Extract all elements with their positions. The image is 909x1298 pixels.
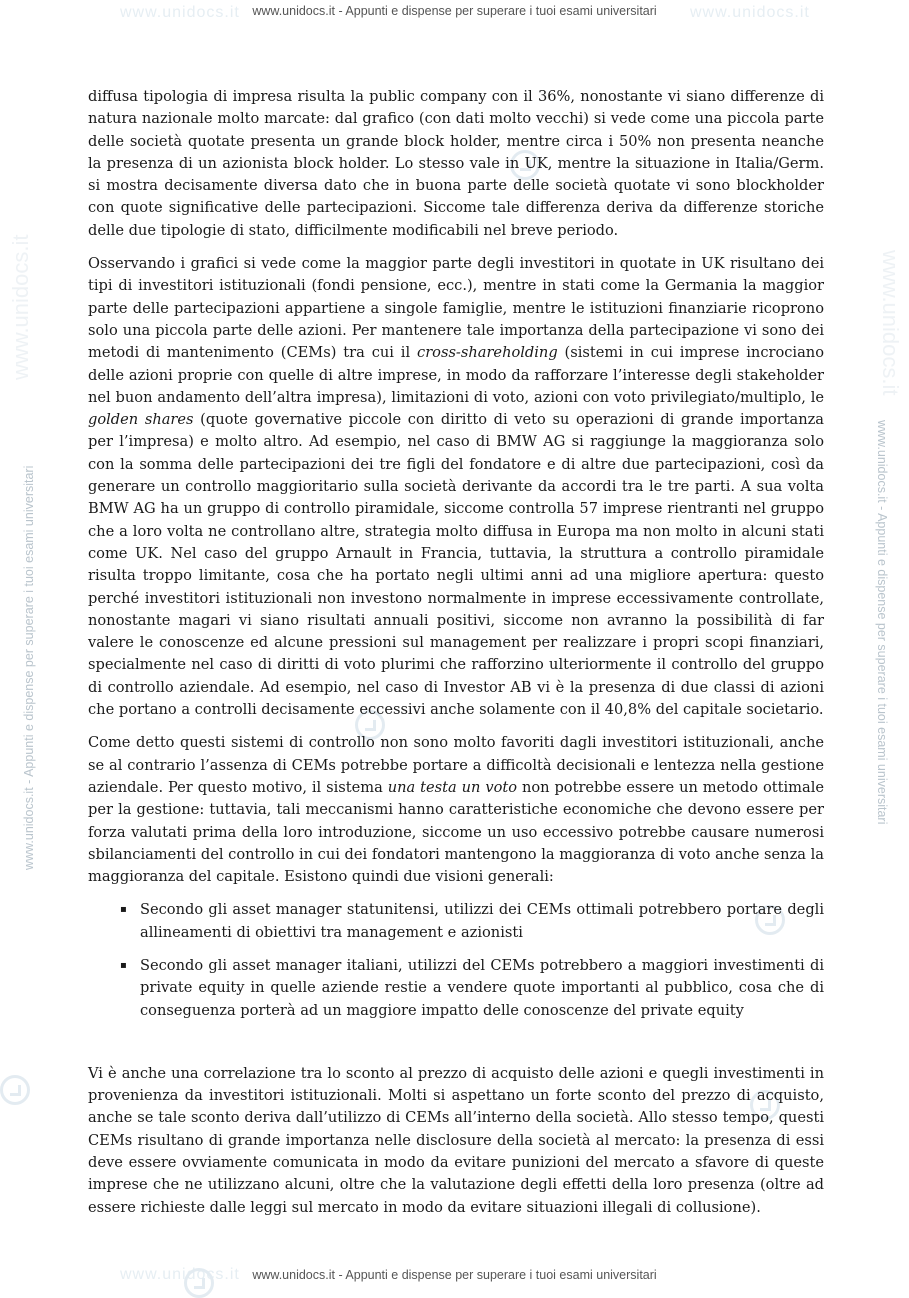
header-watermark: www.unidocs.it - Appunti e dispense per superare i tuoi esami universitari xyxy=(252,4,657,18)
paragraph-discount-correlation: Vi è anche una correlazione tra lo sconto al prezzo di acquisto delle azioni e quegli investimenti in provenienza da investitori istituzionali. Molti si aspettano un forte sconto del prezzo di acquisto, anche se tale sconto deriva dall’utilizzo di CEMs all’interno della società. Allo stesso tempo, questi CEMs risultano di grande importanza nelle disclosure della società al mercato: la presenza di essi deve essere ovviamente comunicata in modo da evitare punizioni del mercato a sfavore di queste imprese che ne utilizzano alcuni, oltre che la valutazione degli effetti della loro presenza (oltre ad essere richieste dalle leggi sul mercato in modo da evitare situazioni illegali di collusione). xyxy=(88,1064,824,1216)
term-una-testa-un-voto: una testa un voto xyxy=(387,778,518,796)
side-watermark-faint-left: www.unidocs.it xyxy=(8,234,33,380)
list-item: ▪ Secondo gli asset manager italiani, utilizzi del CEMs potrebbero a maggiori investimenti di private equity in quelle aziende restie a vendere quote importanti al pubblico, cosa che di conseguenza porterà ad un maggiore impatto delle conoscenze del private equity xyxy=(140,955,824,1022)
background-watermark-bottom: www.unidocs.it xyxy=(120,1266,240,1283)
footer-watermark: www.unidocs.it - Appunti e dispense per superare i tuoi esami universitari xyxy=(252,1268,657,1282)
paragraph-investors-part-b: (sistemi in cui imprese incrociano delle azioni proprie con quelle di altre imprese, in modo da rafforzare l’interesse degli stakeholder nel buon andamento dell’altra impresa), limitazioni di voto, azioni con voto privilegiato/multiplo, le xyxy=(88,344,824,406)
paragraph-public-company: diffusa tipologia di impresa risulta la public company con il 36%, nonostante vi siano differenze di natura nazionale molto marcate: dal grafico (con dati molto vecchi) si vede come una piccola parte delle società quotate presenta un grande block holder, mentre circa i 50% non presenta neanche la presenza di un azionista block holder. Lo stesso vale in UK, mentre la situazione in Italia/Germ. si mostra decisamente diversa dato che in buona parte delle società quotate vi sono blockholder con quote significative delle partecipazioni. Siccome tale differenza deriva da differenze storiche delle due tipologie di stato, difficilmente modificabili nel breve periodo. xyxy=(88,88,824,239)
side-watermark-right: www.unidocs.it - Appunti e dispense per superare i tuoi esami universitari xyxy=(875,420,889,825)
paragraph-investors-part-c: (quote governative piccole con diritto di veto su operazioni di grande importanza per l’impresa) e molto altro. Ad esempio, nel caso di BMW AG si raggiunge la maggioranza solo con la somma delle partecipazioni dei tre figli del fondatore e di altre due partecipazioni, così da generare un controllo maggioritario sulla società derivante da accordi tra le tre parti. A sua volta BMW AG ha un gruppo di controllo piramidale, siccome controlla 57 imprese rientranti nel gruppo che a loro volta ne controllano altre, strategia molto diffusa in Europa ma non molto in alcuni stati come UK. Nel caso del gruppo Arnault in Francia, tuttavia, la struttura a controllo piramidale risulta troppo limitante, cosa che ha portato negli ultimi anni ad una migliore apertura: questo perché investitori istituzionali non investono normalmente in imprese eccessivamente controllate, nonostante magari vi siano risultati annuali positivi, siccome non avranno la possibilità di far valere le conoscenze ed alcune pressioni sul management per realizzare i propri scopi finanziari, specialmente nel caso di diritti di voto plurimi che rafforzino ulteriormente il controllo del gruppo di controllo aziendale. Ad esempio, nel caso di Investor AB vi è la presenza di due classi di azioni che portano a controlli decisamente eccessivi anche solamente con il 40,8% del capitale societario. xyxy=(88,411,825,719)
term-cross-shareholding: cross-shareholding xyxy=(417,344,558,362)
document-body xyxy=(88,86,824,1230)
paragraph-control-part-b: non potrebbe essere un metodo ottimale per la gestione: tuttavia, tali meccanismi hanno caratteristiche economiche che devono essere per forza valutati prima della loro introduzione, siccome un uso eccessivo potrebbe causare numerosi sbilanciamenti del controllo in cui dei fondatori mantengono la maggioranza di voto anche senza la maggioranza del capitale. Esistono quindi due visioni generali: xyxy=(88,778,824,886)
background-watermark-top-right: www.unidocs.it xyxy=(690,4,810,21)
side-watermark-left: www.unidocs.it - Appunti e dispense per superare i tuoi esami universitari xyxy=(22,465,36,870)
paragraph-control-part-a: Come detto questi sistemi di controllo non sono molto favoriti dagli investitori istituzionali, anche se al contrario l’assenza di CEMs potrebbe portare a difficoltà decisionali e lentezza nella gestione aziendale. Per questo motivo, il sistema xyxy=(88,734,824,796)
term-golden-shares: golden shares xyxy=(88,411,194,429)
bullet-list xyxy=(88,899,824,1021)
paragraph-investors xyxy=(88,253,824,721)
paragraph-gap xyxy=(88,1033,824,1063)
list-item: ▪ Secondo gli asset manager statunitensi, utilizzi dei CEMs ottimali potrebbero portare degli allineamenti di obiettivi tra management e azionisti xyxy=(140,899,824,944)
paragraph-control-systems xyxy=(88,732,824,888)
watermark-logo-icon xyxy=(0,1075,30,1105)
background-watermark-top: www.unidocs.it xyxy=(120,4,240,21)
paragraph-investors-part-a: Osservando i grafici si vede come la maggior parte degli investitori in quotate in UK risultano dei tipi di investitori istituzionali (fondi pensione, ecc.), mentre in stati come la Germania la maggior parte delle partecipazioni appartiene a singole famiglie, mentre le istituzioni finanziarie ricoprono solo una piccola parte delle azioni. Per mantenere tale importanza della partecipazione vi sono dei metodi di mantenimento (CEMs) tra cui il xyxy=(88,255,824,362)
side-watermark-faint-right: www.unidocs.it xyxy=(878,250,903,396)
